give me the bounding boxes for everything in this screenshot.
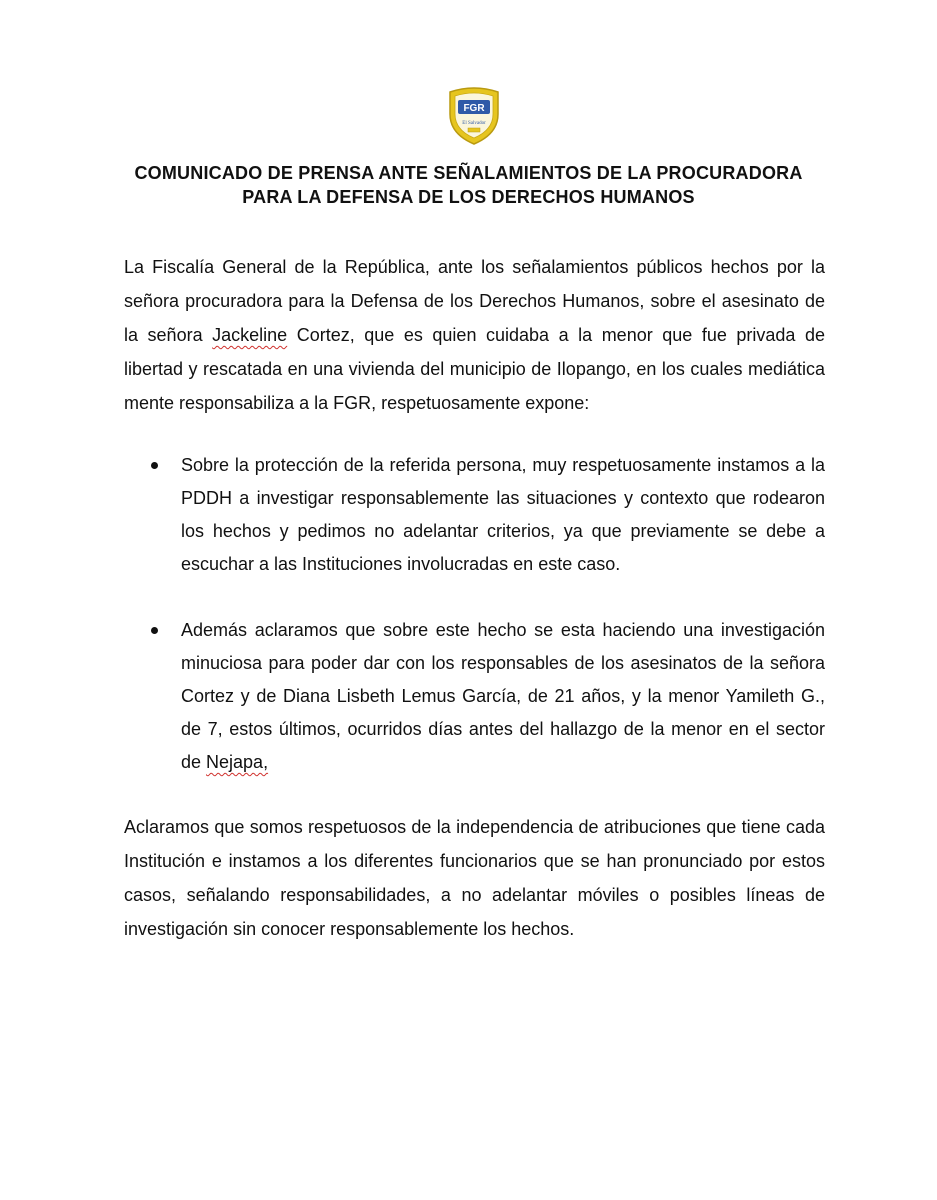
spellcheck-word-jackeline: Jackeline: [212, 325, 288, 345]
logo-caption: El Salvador: [462, 121, 486, 126]
spellcheck-word-nejapa: Nejapa,: [206, 752, 269, 772]
bullet-2-text: Además aclaramos que sobre este hecho se esta haciendo una investigación minuciosa para poder dar con los responsables de los asesinatos de la señora Cortez y de Diana Lisbeth Lemus García, de 21 años, y la menor Yamileth G., de 7, estos últimos, ocurridos días antes del hallazgo de la menor en el sector de: [181, 620, 825, 772]
intro-text-end: Cortez, que es quien cuidaba a la menor que fue privada de libertad y rescatada en una vivienda del municipio de Ilopango, en los cuales mediática mente responsabiliza a la FGR, respetuosamente expone:: [124, 325, 825, 413]
title-line-1: COMUNICADO DE PRENSA ANTE SEÑALAMIENTOS DE LA PROCURADORA: [134, 163, 803, 183]
bullet-dot-icon: [151, 462, 158, 469]
intro-text-start: La Fiscalía General de la República, ante los señalamientos públicos hechos por la señora procuradora para la Defensa de los Derechos Humanos, sobre el asesinato de la señora: [124, 257, 825, 345]
bullet-list: [124, 449, 825, 779]
intro-paragraph: [124, 250, 825, 420]
title-line-2: PARA LA DEFENSA DE LOS DERECHOS HUMANOS: [242, 187, 695, 207]
bullet-1-text: Sobre la protección de la referida persona, muy respetuosamente instamos a la PDDH a investigar responsablemente las situaciones y contexto que rodearon los hechos y pedimos no adelantar criterios, ya que previamente se debe a escuchar a las Instituciones involucradas en este caso.: [181, 455, 825, 574]
list-item: [124, 614, 825, 779]
bullet-dot-icon: [151, 627, 158, 634]
list-item: [124, 449, 825, 581]
closing-paragraph: Aclaramos que somos respetuosos de la independencia de atribuciones que tiene cada Institución e instamos a los diferentes funcionarios que se han pronunciado por estos casos, señalando responsabilidades, a no adelantar móviles o posibles líneas de investigación sin conocer responsablemente los hechos.: [124, 817, 825, 939]
page-title: [110, 161, 827, 209]
fgr-shield-logo-icon: [444, 86, 504, 146]
logo-text: FGR: [463, 103, 485, 114]
